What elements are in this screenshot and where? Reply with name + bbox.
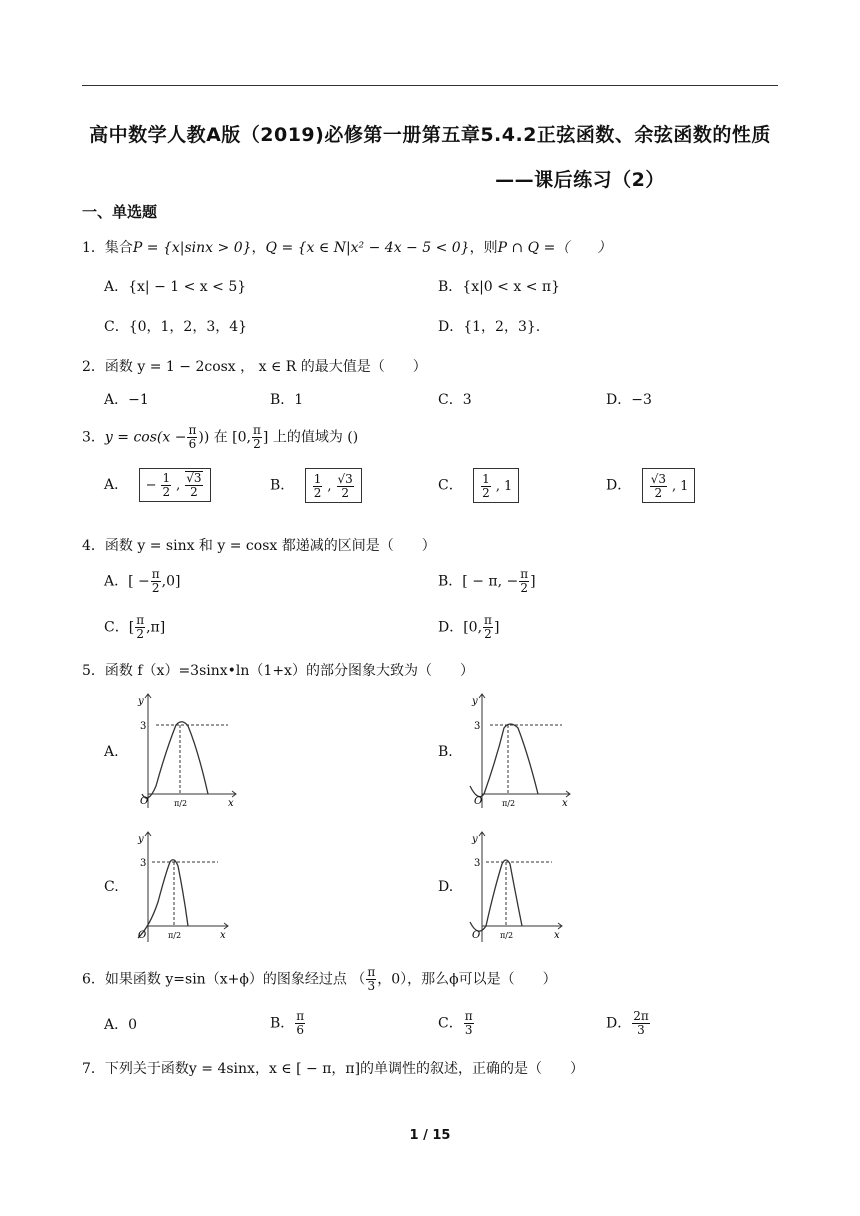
- page-number: 1 / 15: [409, 1128, 451, 1143]
- tick-pi-half: π/2: [500, 931, 514, 940]
- q2-option-c: C．3: [438, 392, 472, 408]
- q6-option-a: A．0: [104, 1017, 138, 1033]
- q4-option-a: A．[ − $\frac{\pi}{2}$ ,0]: [104, 567, 181, 595]
- section-heading: 一、单选题: [82, 203, 158, 221]
- q3-option-c: C． $\frac{1}{2}$ , 1: [438, 468, 519, 503]
- q3-option-b: B． $\frac{1}{2}$ , $\frac{√3}{2}$: [270, 468, 362, 503]
- q4-option-b: B．[ − π, − $\frac{\pi}{2}$ ]: [438, 567, 536, 595]
- q4-option-c: C．[ $\frac{\pi}{2}$ ,π]: [104, 613, 166, 641]
- x-axis-label: x: [220, 930, 226, 941]
- q6-option-c: C． $\frac{\pi}{3}$: [438, 1009, 473, 1037]
- tick-pi-half: π/2: [174, 799, 188, 808]
- question-1: 1．集合P = {x|sinx > 0}，Q = {x ∈ N|x² − 4x − 5 < 0}，则P ∩ Q =（ ）: [82, 240, 612, 256]
- question-3: 3．y = cos(x − $\frac{\pi}{6}$ )) 在 [0, $\frac{\pi}{2}$ ] 上的值域为 (): [82, 423, 359, 451]
- page-subtitle: ——课后练习（2）: [495, 169, 665, 191]
- origin-label: O: [140, 796, 149, 807]
- q6-option-d: D． $\frac{2\pi}{3}$: [606, 1009, 649, 1037]
- q2-option-a: A．−1: [104, 392, 149, 408]
- origin-label: O: [138, 930, 147, 941]
- tick-3: 3: [474, 858, 481, 869]
- question-2: 2．函数 y = 1 − 2cosx ， x ∈ R 的最大值是（ ）: [82, 359, 427, 375]
- q5-graph-b: [462, 690, 572, 810]
- q3-option-d: D． $\frac{√3}{2}$ , 1: [606, 468, 695, 503]
- page-title: 高中数学人教A版（2019)必修第一册第五章5.4.2正弦函数、余弦函数的性质: [89, 124, 771, 146]
- q4-option-d: D．[0, $\frac{\pi}{2}$ ]: [438, 613, 500, 641]
- q5-graph-d: [462, 826, 572, 946]
- q6-option-b: B． $\frac{\pi}{6}$: [270, 1009, 305, 1037]
- question-7: 7．下列关于函数y = 4sinx，x ∈ [ − π，π]的单调性的叙述，正确的是（ ）: [82, 1061, 585, 1077]
- tick-pi-half: π/2: [168, 931, 182, 940]
- q1-option-d: D．{1，2，3}.: [438, 319, 541, 335]
- q2-option-b: B．1: [270, 392, 304, 408]
- origin-label: O: [472, 930, 481, 941]
- y-axis-label: y: [472, 834, 478, 845]
- q5-option-d-label: D.: [438, 879, 454, 895]
- tick-pi-half: π/2: [502, 799, 516, 808]
- x-axis-label: x: [554, 930, 560, 941]
- origin-label: O: [474, 796, 483, 807]
- q5-option-b-label: B.: [438, 744, 453, 760]
- q1-option-a: A．{x| − 1 < x < 5}: [104, 279, 247, 295]
- y-axis-label: y: [138, 834, 144, 845]
- header-rule: [82, 85, 778, 86]
- tick-3: 3: [140, 721, 147, 732]
- y-axis-label: y: [138, 696, 144, 707]
- tick-3: 3: [474, 721, 481, 732]
- x-axis-label: x: [562, 798, 568, 809]
- y-axis-label: y: [472, 696, 478, 707]
- q5-graph-c: [128, 826, 238, 946]
- q5-option-a-label: A.: [104, 744, 119, 760]
- tick-3: 3: [140, 858, 147, 869]
- x-axis-label: x: [228, 798, 234, 809]
- question-6: 6．如果函数 y=sin（x+ϕ）的图象经过点 （ $\frac{\pi}{3}$ ，0），那么ϕ可以是（ ）: [82, 965, 557, 993]
- q5-graph-a: [128, 690, 238, 810]
- q2-option-d: D．−3: [606, 392, 652, 408]
- question-5: 5．函数 f（x）=3sinx•ln（1+x）的部分图象大致为（ ）: [82, 663, 474, 679]
- question-4: 4．函数 y = sinx 和 y = cosx 都递减的区间是（ ）: [82, 538, 436, 554]
- q3-option-a: A． − $\frac{1}{2}$ , $\frac{√3}{2}$: [104, 468, 211, 502]
- q5-option-c-label: C.: [104, 879, 119, 895]
- q1-option-b: B．{x|0 < x < π}: [438, 279, 560, 295]
- q1-option-c: C．{0，1，2，3，4}: [104, 319, 248, 335]
